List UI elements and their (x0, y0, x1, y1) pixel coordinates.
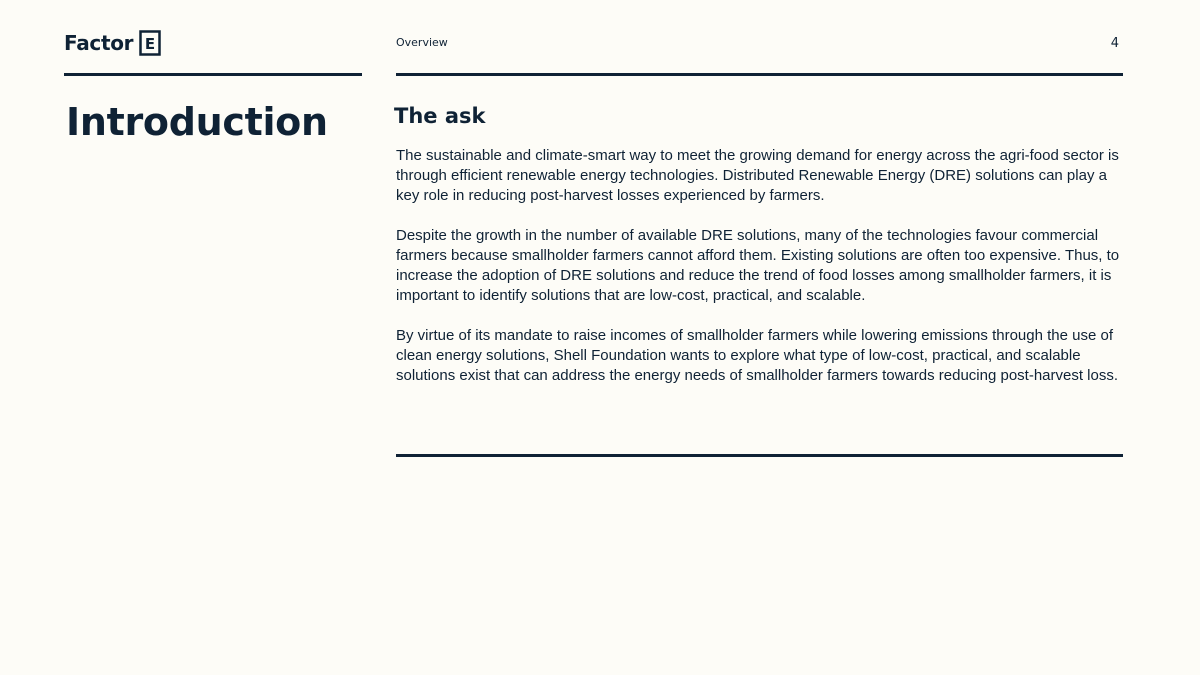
section-label: Overview (396, 36, 448, 49)
logo-mark-letter: E (145, 35, 156, 53)
body-paragraph: By virtue of its mandate to raise incomes of smallholder farmers while lowering emissions through the use of clean energy solutions, Shell Foundation wants to explore what type of low-cost, practical, and scalable solutions exist that can address the energy needs of smallholder farmers towards reducing post-harvest loss. (396, 327, 1119, 384)
header-divider-right (396, 73, 1123, 76)
logo-e-mark-icon (139, 30, 161, 56)
content-divider-bottom (396, 454, 1123, 457)
factor-e-logo (64, 29, 161, 57)
body-text (396, 146, 1123, 386)
body-paragraph: The sustainable and climate-smart way to meet the growing demand for energy across the agri-food sector is through efficient renewable energy technologies. Distributed Renewable Energy (DRE) solutions can play a key role in reducing post-harvest losses experienced by farmers. (396, 147, 1119, 204)
page-number: 4 (1110, 36, 1119, 51)
header-divider-left (64, 73, 362, 76)
logo-text: Factor (64, 31, 134, 55)
page-title: Introduction (66, 100, 328, 144)
body-paragraph: Despite the growth in the number of available DRE solutions, many of the technologies favour commercial farmers because smallholder farmers cannot afford them. Existing solutions are often too expensive. Thus, to increase the adoption of DRE solutions and reduce the trend of food losses among smallholder farmers, it is important to identify solutions that are low-cost, practical, and scalable. (396, 227, 1120, 304)
section-subhead: The ask (394, 104, 486, 128)
